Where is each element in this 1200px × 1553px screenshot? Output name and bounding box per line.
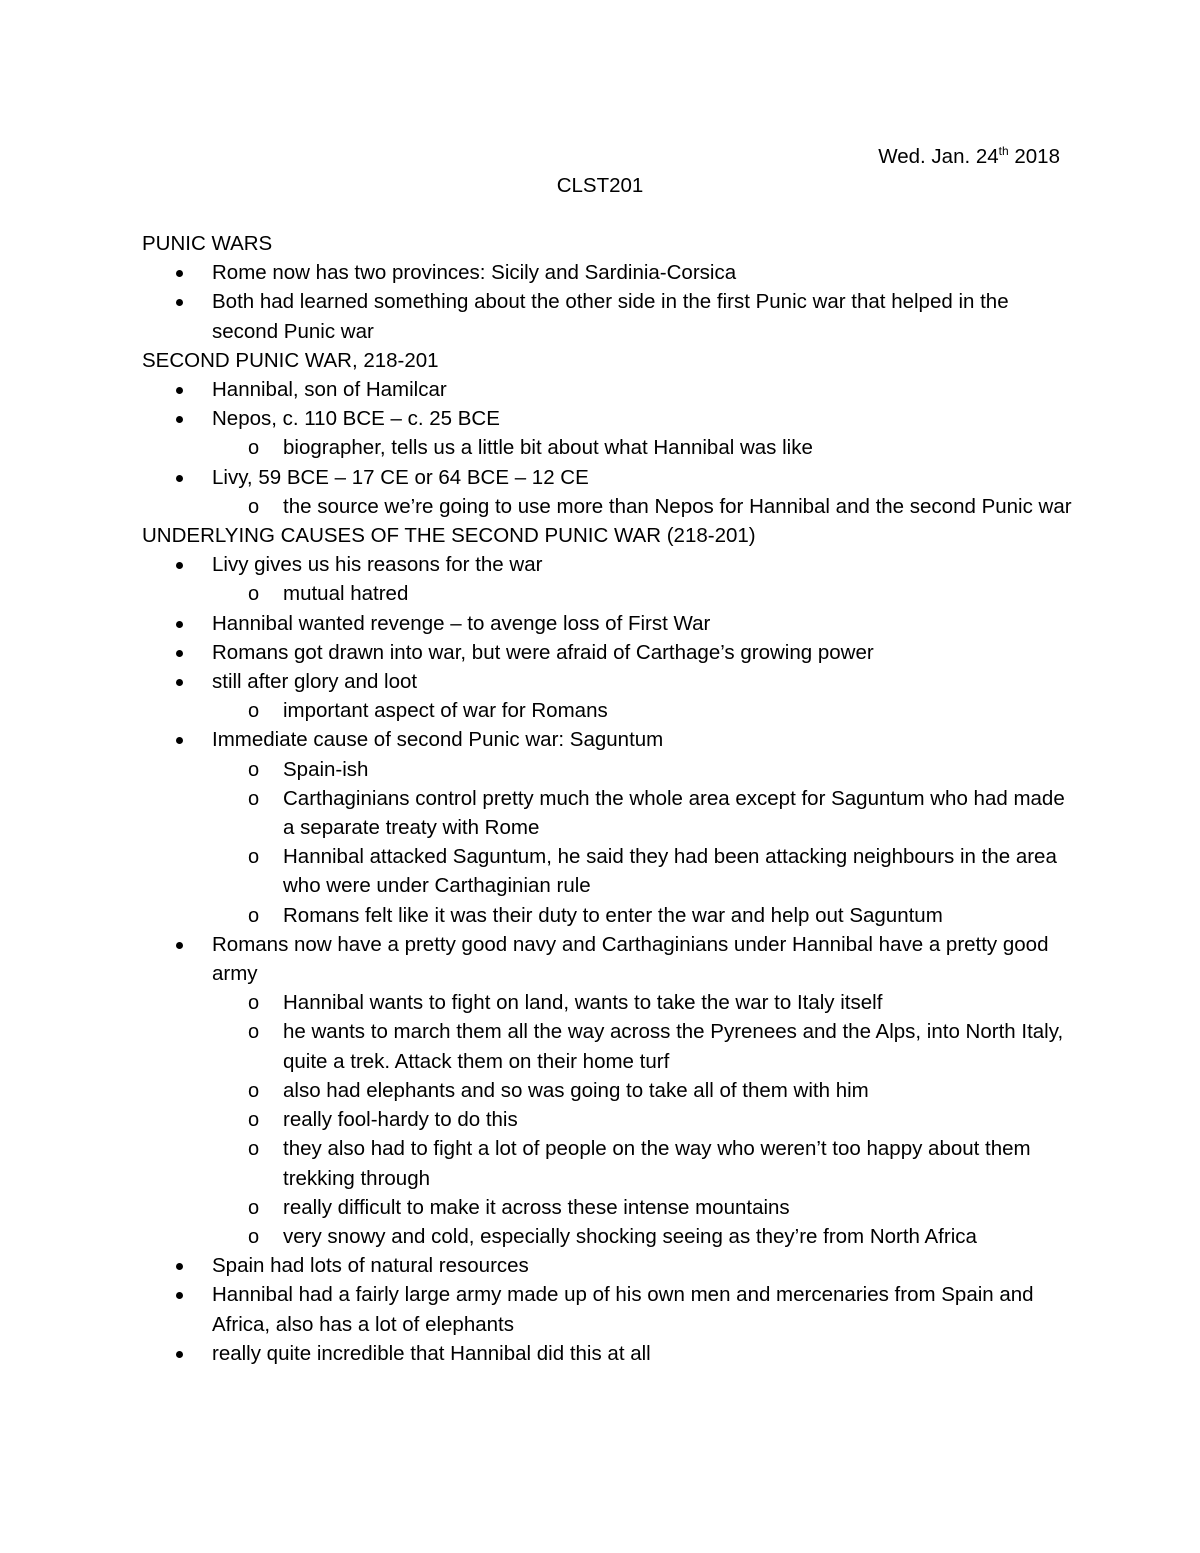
sub-bullet-item <box>142 842 1072 900</box>
bullet-text: Spain had lots of natural resources <box>212 1254 529 1278</box>
sub-bullet-item <box>142 1017 1072 1075</box>
bullet-item <box>142 1339 1072 1368</box>
bullet-text: Romans felt like it was their duty to enter the war and help out Saguntum <box>283 903 943 927</box>
bullet-text: still after glory and loot <box>212 670 418 694</box>
bullet-text: really quite incredible that Hannibal did this at all <box>212 1341 651 1365</box>
bullet-item <box>142 463 1072 492</box>
bullet-text: Livy, 59 BCE – 17 CE or 64 BCE – 12 CE <box>212 465 589 489</box>
bullet-text: Romans now have a pretty good navy and Carthaginians under Hannibal have a pretty good army <box>212 932 1049 986</box>
sub-bullet-item <box>142 1193 1072 1222</box>
hollow-bullet-icon: o <box>248 846 260 869</box>
bullet-dot-icon <box>176 679 183 686</box>
bullet-text: they also had to fight a lot of people on the way who weren’t too happy about them trekking through <box>283 1137 1031 1190</box>
bullet-dot-icon <box>176 299 183 306</box>
hollow-bullet-icon: o <box>248 1225 260 1248</box>
bullet-item <box>142 375 1072 404</box>
bullet-text: very snowy and cold, especially shocking seeing as they’re from North Africa <box>283 1224 977 1248</box>
sub-bullet-item <box>142 696 1072 725</box>
bullet-text: also had elephants and so was going to take all of them with him <box>283 1078 869 1102</box>
sub-bullet-item <box>142 1105 1072 1134</box>
bullet-dot-icon <box>176 1292 183 1299</box>
bullet-item <box>142 258 1072 287</box>
bullet-text: Carthaginians control pretty much the whole area except for Saguntum who had made a separate treaty with Rome <box>283 786 1065 840</box>
hollow-bullet-icon: o <box>248 1021 260 1044</box>
bullet-dot-icon <box>176 1351 183 1358</box>
bullet-text: Rome now has two provinces: Sicily and Sardinia-Corsica <box>212 261 737 285</box>
bullet-text: the source we’re going to use more than Nepos for Hannibal and the second Punic war <box>283 494 1072 518</box>
sub-bullet-item <box>142 579 1072 608</box>
date-line <box>878 142 1060 171</box>
bullet-text: really fool-hardy to do this <box>283 1108 518 1132</box>
bullet-text: Livy gives us his reasons for the war <box>212 553 543 577</box>
bullet-dot-icon <box>176 270 183 277</box>
hollow-bullet-icon: o <box>248 758 260 781</box>
hollow-bullet-icon: o <box>248 787 260 810</box>
bullet-item <box>142 1280 1072 1338</box>
section-heading: SECOND PUNIC WAR, 218-201 <box>142 348 439 372</box>
bullet-list <box>142 375 1072 521</box>
sub-bullet-item <box>142 492 1072 521</box>
bullet-dot-icon <box>176 650 183 657</box>
sub-bullet-item <box>142 1222 1072 1251</box>
sub-bullet-item <box>142 988 1072 1017</box>
bullet-text: he wants to march them all the way across the Pyrenees and the Alps, into North Italy, quite a trek. Attack them on their home turf <box>283 1020 1064 1073</box>
bullet-text: Immediate cause of second Punic war: Saguntum <box>212 728 664 752</box>
hollow-bullet-icon: o <box>248 904 260 927</box>
bullet-dot-icon <box>176 387 183 394</box>
bullet-text: Nepos, c. 110 BCE – c. 25 BCE <box>212 407 500 431</box>
bullet-text: Hannibal had a fairly large army made up of his own men and mercenaries from Spain and Africa, also has a lot of elephants <box>212 1283 1034 1336</box>
bullet-text: Spain-ish <box>283 757 369 781</box>
bullet-dot-icon <box>176 621 183 628</box>
date-suffix: th <box>998 144 1009 158</box>
hollow-bullet-icon: o <box>248 583 260 606</box>
bullet-text: really difficult to make it across these intense mountains <box>283 1195 790 1219</box>
bullet-item <box>142 930 1072 988</box>
section-heading: UNDERLYING CAUSES OF THE SECOND PUNIC WAR (218-201) <box>142 524 756 548</box>
hollow-bullet-icon: o <box>248 495 260 518</box>
course-title: CLST201 <box>556 174 644 197</box>
bullet-text: mutual hatred <box>283 582 409 606</box>
bullet-item <box>142 404 1072 433</box>
bullet-text: Hannibal wants to fight on land, wants to take the war to Italy itself <box>283 991 883 1015</box>
section-heading: PUNIC WARS <box>142 232 273 255</box>
bullet-text: important aspect of war for Romans <box>283 699 608 723</box>
sub-bullet-item <box>142 901 1072 930</box>
hollow-bullet-icon: o <box>248 1138 260 1161</box>
bullet-item <box>142 725 1072 754</box>
hollow-bullet-icon: o <box>248 1079 260 1102</box>
bullet-item <box>142 1251 1072 1280</box>
hollow-bullet-icon: o <box>248 700 260 723</box>
bullet-text: Hannibal wanted revenge – to avenge loss of First War <box>212 611 711 635</box>
sub-bullet-item <box>142 1134 1072 1192</box>
bullet-text: biographer, tells us a little bit about what Hannibal was like <box>283 436 813 460</box>
bullet-dot-icon <box>176 562 183 569</box>
hollow-bullet-icon: o <box>248 1196 260 1219</box>
sub-bullet-item <box>142 433 1072 462</box>
hollow-bullet-icon: o <box>248 1109 260 1132</box>
bullet-item <box>142 667 1072 696</box>
bullet-text: Both had learned something about the other side in the first Punic war that helped in the second Punic war <box>212 290 1009 343</box>
bullet-text: Romans got drawn into war, but were afraid of Carthage’s growing power <box>212 640 874 664</box>
bullet-item <box>142 287 1072 345</box>
sub-bullet-item <box>142 784 1072 842</box>
bullet-text: Hannibal attacked Saguntum, he said they had been attacking neighbours in the area who were under Carthaginian rule <box>283 845 1057 898</box>
bullet-item <box>142 550 1072 579</box>
date-text: Wed. Jan. 24 <box>878 145 999 168</box>
bullet-dot-icon <box>176 416 183 423</box>
bullet-dot-icon <box>176 737 183 744</box>
bullet-list <box>142 550 1072 1368</box>
bullet-list <box>142 258 1072 346</box>
bullet-dot-icon <box>176 942 183 949</box>
sub-bullet-item <box>142 1076 1072 1105</box>
bullet-dot-icon <box>176 475 183 482</box>
bullet-item <box>142 638 1072 667</box>
bullet-dot-icon <box>176 1263 183 1270</box>
bullet-text: Hannibal, son of Hamilcar <box>212 378 447 402</box>
hollow-bullet-icon: o <box>248 992 260 1015</box>
sub-bullet-item <box>142 755 1072 784</box>
hollow-bullet-icon: o <box>248 437 260 460</box>
notes-body <box>142 229 1072 1368</box>
date-year: 2018 <box>1008 145 1060 168</box>
bullet-item <box>142 609 1072 638</box>
